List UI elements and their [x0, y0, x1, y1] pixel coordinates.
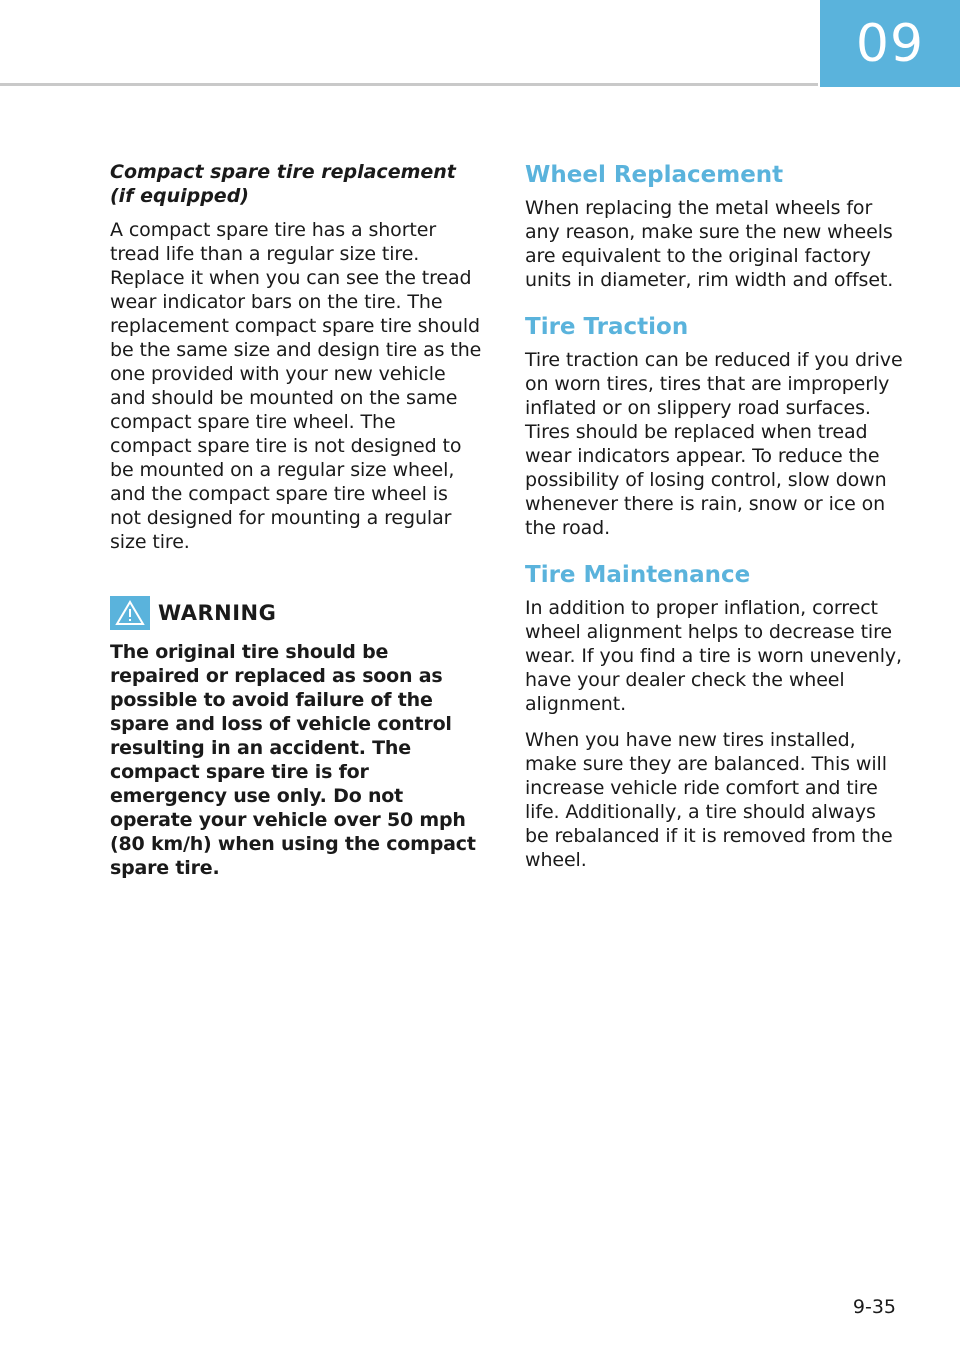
- chapter-number: 09: [855, 13, 925, 74]
- section-paragraph: In addition to proper inflation, correct wheel alignment helps to decrease tire wear. If you find a tire is worn unevenly, have your dealer check the wheel alignment.: [525, 597, 902, 715]
- page-number: 9-35: [852, 1296, 896, 1318]
- warning-text: The original tire should be repaired or replaced as soon as possible to avoid failure of the spare and loss of vehicle control resulting in an accident. The compact spare tire is for emergency use only. Do not operate your vehicle over 50 mph (80 km/h) when using the compact spare tire.: [110, 641, 476, 879]
- warning-triangle-icon: [110, 596, 150, 630]
- subheading: [110, 160, 482, 208]
- left-column: [110, 160, 482, 880]
- section-wheel-replacement: [525, 160, 905, 292]
- section-paragraph: When replacing the metal wheels for any reason, make sure the new wheels are equivalent to the original factory units in diameter, rim width and offset.: [525, 197, 894, 291]
- section-paragraph: When you have new tires installed, make sure they are balanced. This will increase vehicle ride comfort and tire life. Additionally, a tire should always be rebalanced if it is removed from the wheel.: [525, 729, 893, 871]
- warning-header: [110, 596, 482, 630]
- section-title: Tire Maintenance: [525, 562, 751, 588]
- section-paragraph: Tire traction can be reduced if you drive on worn tires, tires that are improperly inflated or on slippery road surfaces. Tires should be replaced when tread wear indicators appear. To reduce the possibility of losing control, slow down whenever there is rain, snow or ice on the road.: [525, 349, 903, 539]
- section-title: Tire Traction: [525, 314, 689, 340]
- subheading-line-2: (if equipped): [110, 185, 249, 207]
- compact-spare-paragraph: A compact spare tire has a shorter tread life than a regular size tire. Replace it when you can see the tread wear indicator bars on the tire. The replacement compact spare tire should be the same size and design tire as the one provided with your new vehicle and should be mounted on the same compact spare tire wheel. The compact spare tire is not designed to be mounted on a regular size wheel, and the compact spare tire wheel is not designed for mounting a regular size tire.: [110, 219, 482, 553]
- right-column: [525, 160, 905, 872]
- warning-title: WARNING: [158, 601, 277, 625]
- subheading-line-1: Compact spare tire replacement: [110, 161, 456, 183]
- section-tire-maintenance: [525, 560, 905, 872]
- section-title: Wheel Replacement: [525, 162, 784, 188]
- header-rule: [0, 83, 818, 86]
- section-tire-traction: [525, 312, 905, 540]
- chapter-tab: [820, 0, 960, 87]
